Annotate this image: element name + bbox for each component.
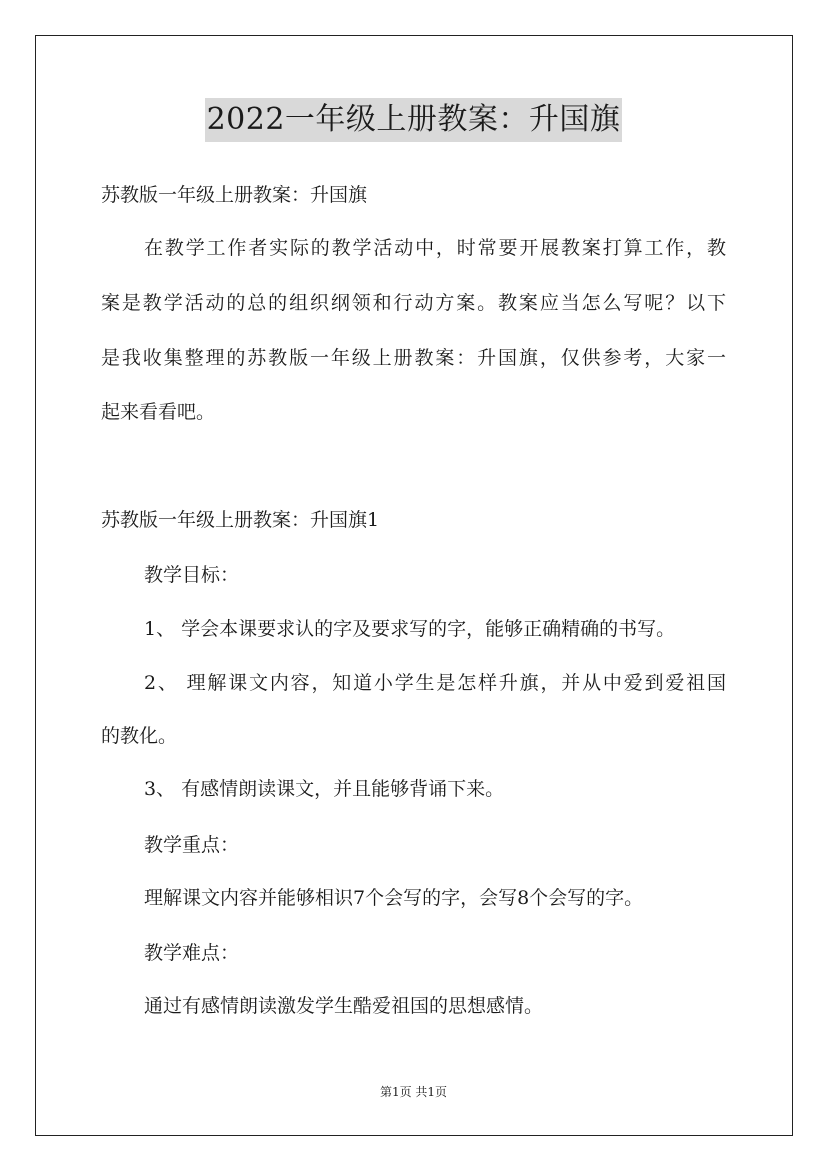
intro-line-1: 在教学工作者实际的教学活动中，时常要开展教案打算工作，教: [144, 237, 726, 259]
goal-item-2-continued: 的教化。: [101, 725, 178, 747]
key-points-text: 理解课文内容并能够相识7个会写的字，会写8个会写的字。: [144, 887, 644, 909]
section-heading-2: 苏教版一年级上册教案：升国旗1: [101, 509, 380, 531]
intro-line-3: 是我收集整理的苏教版一年级上册教案：升国旗，仅供参考，大家一: [101, 347, 726, 369]
key-points-label: 教学重点：: [144, 834, 240, 856]
intro-line-4: 起来看看吧。: [101, 401, 216, 423]
goal-item-1: 1、 学会本课要求认的字及要求写的字，能够正确精确的书写。: [144, 618, 676, 640]
section-heading-1: 苏教版一年级上册教案：升国旗: [101, 184, 368, 206]
title-container: [0, 98, 827, 142]
goals-label: 教学目标：: [144, 564, 240, 586]
goal-item-3: 3、 有感情朗读课文，并且能够背诵下来。: [144, 778, 505, 800]
document-title: 2022一年级上册教案：升国旗: [205, 98, 623, 142]
goal-item-2: 2、 理解课文内容，知道小学生是怎样升旗，并从中爱到爱祖国: [144, 672, 726, 694]
difficulty-label: 教学难点：: [144, 942, 240, 964]
page-footer: 第1页 共1页: [379, 1085, 448, 1099]
intro-line-2: 案是教学活动的总的组织纲领和行动方案。教案应当怎么写呢？以下: [101, 292, 726, 314]
difficulty-text: 通过有感情朗读激发学生酷爱祖国的思想感情。: [144, 995, 544, 1017]
